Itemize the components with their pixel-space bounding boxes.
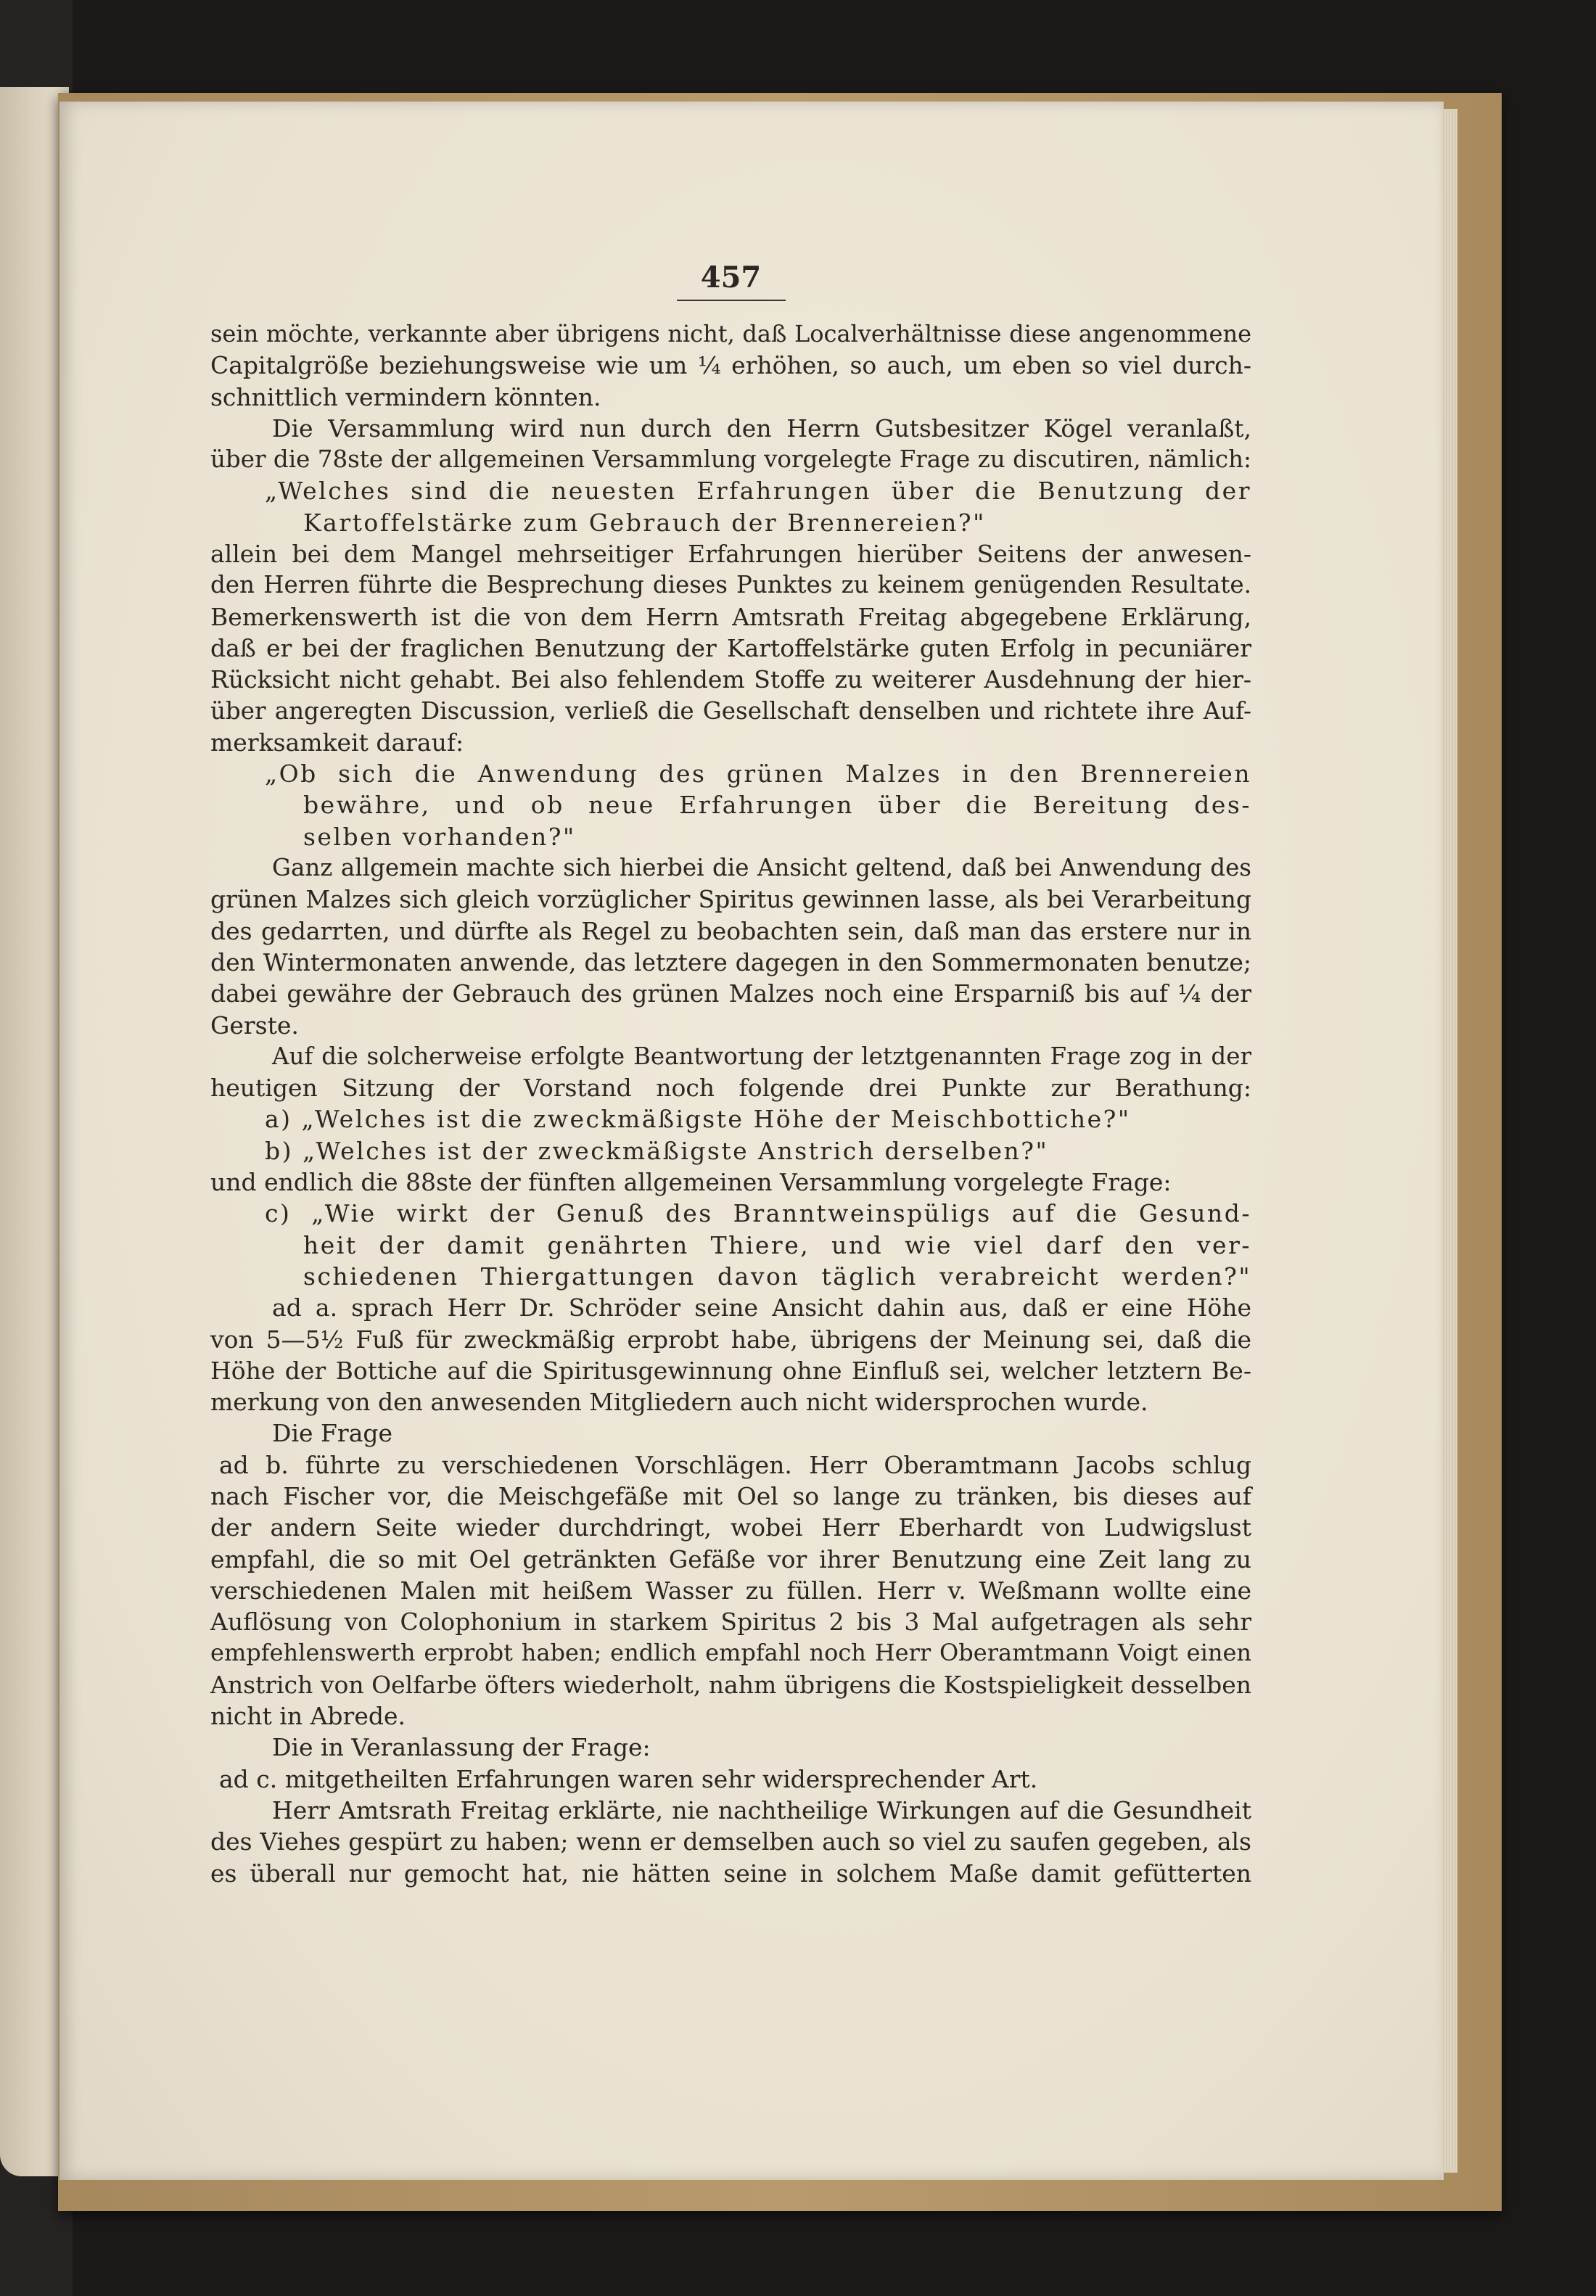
text-line: selben vorhanden?" [303, 822, 576, 851]
text-line: a) „Welches ist die zweckmäßigste Höhe der Meischbottiche?" [265, 1105, 1131, 1134]
page-number: 457 [700, 260, 762, 295]
page-block-edge [1441, 109, 1457, 2173]
text-line: heit der damit genährten Thiere, und wie viel darf den ver- [303, 1230, 1251, 1259]
text-line: von 5—5½ Fuß für zweckmäßig erprobt habe, übrigens der Meinung sei, daß die [210, 1325, 1251, 1354]
text-line: ad c. mitgetheilten Erfahrungen waren sehr widersprechender Art. [219, 1764, 1038, 1793]
text-line: Auf die solcherweise erfolgte Beantwortung der letztgenannten Frage zog in der [272, 1042, 1251, 1070]
text-line: nach Fischer vor, die Meischgefäße mit Oel so lange zu tränken, bis dieses auf [210, 1481, 1251, 1510]
text-line: bewähre, und ob neue Erfahrungen über die Bereitung des- [303, 791, 1251, 820]
text-line: schiedenen Thiergattungen davon täglich verabreicht werden?" [303, 1262, 1251, 1291]
text-line: den Herren führte die Besprechung dieses Punktes zu keinem genügenden Resultate. [210, 571, 1251, 599]
text-line: es überall nur gemocht hat, nie hätten seine in solchem Maße damit gefütterten [210, 1859, 1251, 1888]
text-line: empfahl, die so mit Oel getränkten Gefäße vor ihrer Benutzung eine Zeit lang zu [210, 1544, 1251, 1573]
text-line: „Welches sind die neuesten Erfahrungen über die Benutzung der [265, 477, 1251, 506]
text-line: schnittlich vermindern könnten. [210, 382, 601, 411]
header-rule [677, 300, 786, 301]
text-line: merksamkeit darauf: [210, 728, 464, 757]
text-line: ad b. führte zu verschiedenen Vorschlägen. Herr Oberamtmann Jacobs schlug [219, 1450, 1251, 1479]
text-line: Bemerkenswerth ist die von dem Herrn Amtsrath Freitag abgegebene Erklärung, [210, 602, 1251, 631]
text-line: Die Frage [272, 1419, 393, 1448]
text-line: sein möchte, verkannte aber übrigens nicht, daß Localverhältnisse diese angenommene [210, 320, 1251, 347]
text-line: c) „Wie wirkt der Genuß des Branntweinspüligs auf die Gesund- [265, 1199, 1251, 1228]
text-line: Anstrich von Oelfarbe öfters wiederholt, nahm übrigens die Kostspieligkeit desselben [210, 1670, 1252, 1699]
text-line: heutigen Sitzung der Vorstand noch folgende drei Punkte zur Berathung: [210, 1074, 1251, 1103]
text-line: den Wintermonaten anwende, das letztere dagegen in den Sommermonaten benutze; [210, 947, 1251, 976]
text-line: ad a. sprach Herr Dr. Schröder seine Ansicht dahin aus, daß er eine Höhe [272, 1293, 1251, 1322]
text-line: über die 78ste der allgemeinen Versammlung vorgelegte Frage zu discutiren, nämlich: [210, 445, 1251, 474]
text-line: grünen Malzes sich gleich vorzüglicher Spiritus gewinnen lasse, als bei Verarbeitung [210, 885, 1251, 914]
text-line: Die Versammlung wird nun durch den Herrn Gutsbesitzer Kögel veranlaßt, [272, 413, 1251, 443]
text-line: daß er bei der fraglichen Benutzung der Kartoffelstärke guten Erfolg in pecuniärer [210, 633, 1251, 662]
text-line: Rücksicht nicht gehabt. Bei also fehlendem Stoffe zu weiterer Ausdehnung der hier- [210, 665, 1251, 694]
text-line: allein bei dem Mangel mehrseitiger Erfahrungen hierüber Seitens der anwesen- [210, 540, 1251, 569]
text-line: Auflösung von Colophonium in starkem Spiritus 2 bis 3 Mal aufgetragen als sehr [210, 1608, 1251, 1637]
text-line: des gedarrten, und dürfte als Regel zu beobachten sein, daß man das erstere nur in [210, 916, 1251, 945]
text-line: verschiedenen Malen mit heißem Wasser zu füllen. Herr v. Weßmann wollte eine [210, 1576, 1251, 1605]
text-line: b) „Welches ist der zweckmäßigste Anstrich derselben?" [265, 1136, 1049, 1165]
text-line: Ganz allgemein machte sich hierbei die Ansicht geltend, daß bei Anwendung des [272, 854, 1251, 882]
text-line: „Ob sich die Anwendung des grünen Malzes in den Brennereien [265, 760, 1251, 789]
text-line: Gerste. [210, 1011, 299, 1040]
text-line: merkung von den anwesenden Mitgliedern auch nicht widersprochen wurde. [210, 1388, 1148, 1417]
text-line: Capitalgröße beziehungsweise wie um ¼ erhöhen, so auch, um eben so viel durch- [210, 351, 1251, 380]
page-text [210, 258, 1251, 1889]
text-line: nicht in Abrede. [210, 1702, 406, 1731]
text-line: über angeregten Discussion, verließ die Gesellschaft denselben und richtete ihre Auf- [210, 696, 1251, 725]
text-line: empfehlenswerth erprobt haben; endlich empfahl noch Herr Oberamtmann Voigt einen [210, 1639, 1251, 1667]
text-line: und endlich die 88ste der fünften allgemeinen Versammlung vorgelegte Frage: [210, 1168, 1172, 1197]
text-line: des Viehes gespürt zu haben; wenn er demselben auch so viel zu saufen gegeben, als [210, 1827, 1251, 1856]
text-line: der andern Seite wieder durchdringt, wobei Herr Eberhardt von Ludwigslust [210, 1513, 1251, 1542]
text-line: Höhe der Bottiche auf die Spiritusgewinnung ohne Einfluß sei, welcher letztern Be- [210, 1356, 1251, 1385]
text-line: Die in Veranlassung der Frage: [272, 1733, 651, 1762]
text-line: Herr Amtsrath Freitag erklärte, nie nachtheilige Wirkungen auf die Gesundheit [272, 1795, 1251, 1824]
text-line: dabei gewähre der Gebrauch des grünen Malzes noch eine Ersparniß bis auf ¼ der [210, 979, 1251, 1008]
text-line: Kartoffelstärke zum Gebrauch der Brennereien?" [303, 508, 986, 537]
